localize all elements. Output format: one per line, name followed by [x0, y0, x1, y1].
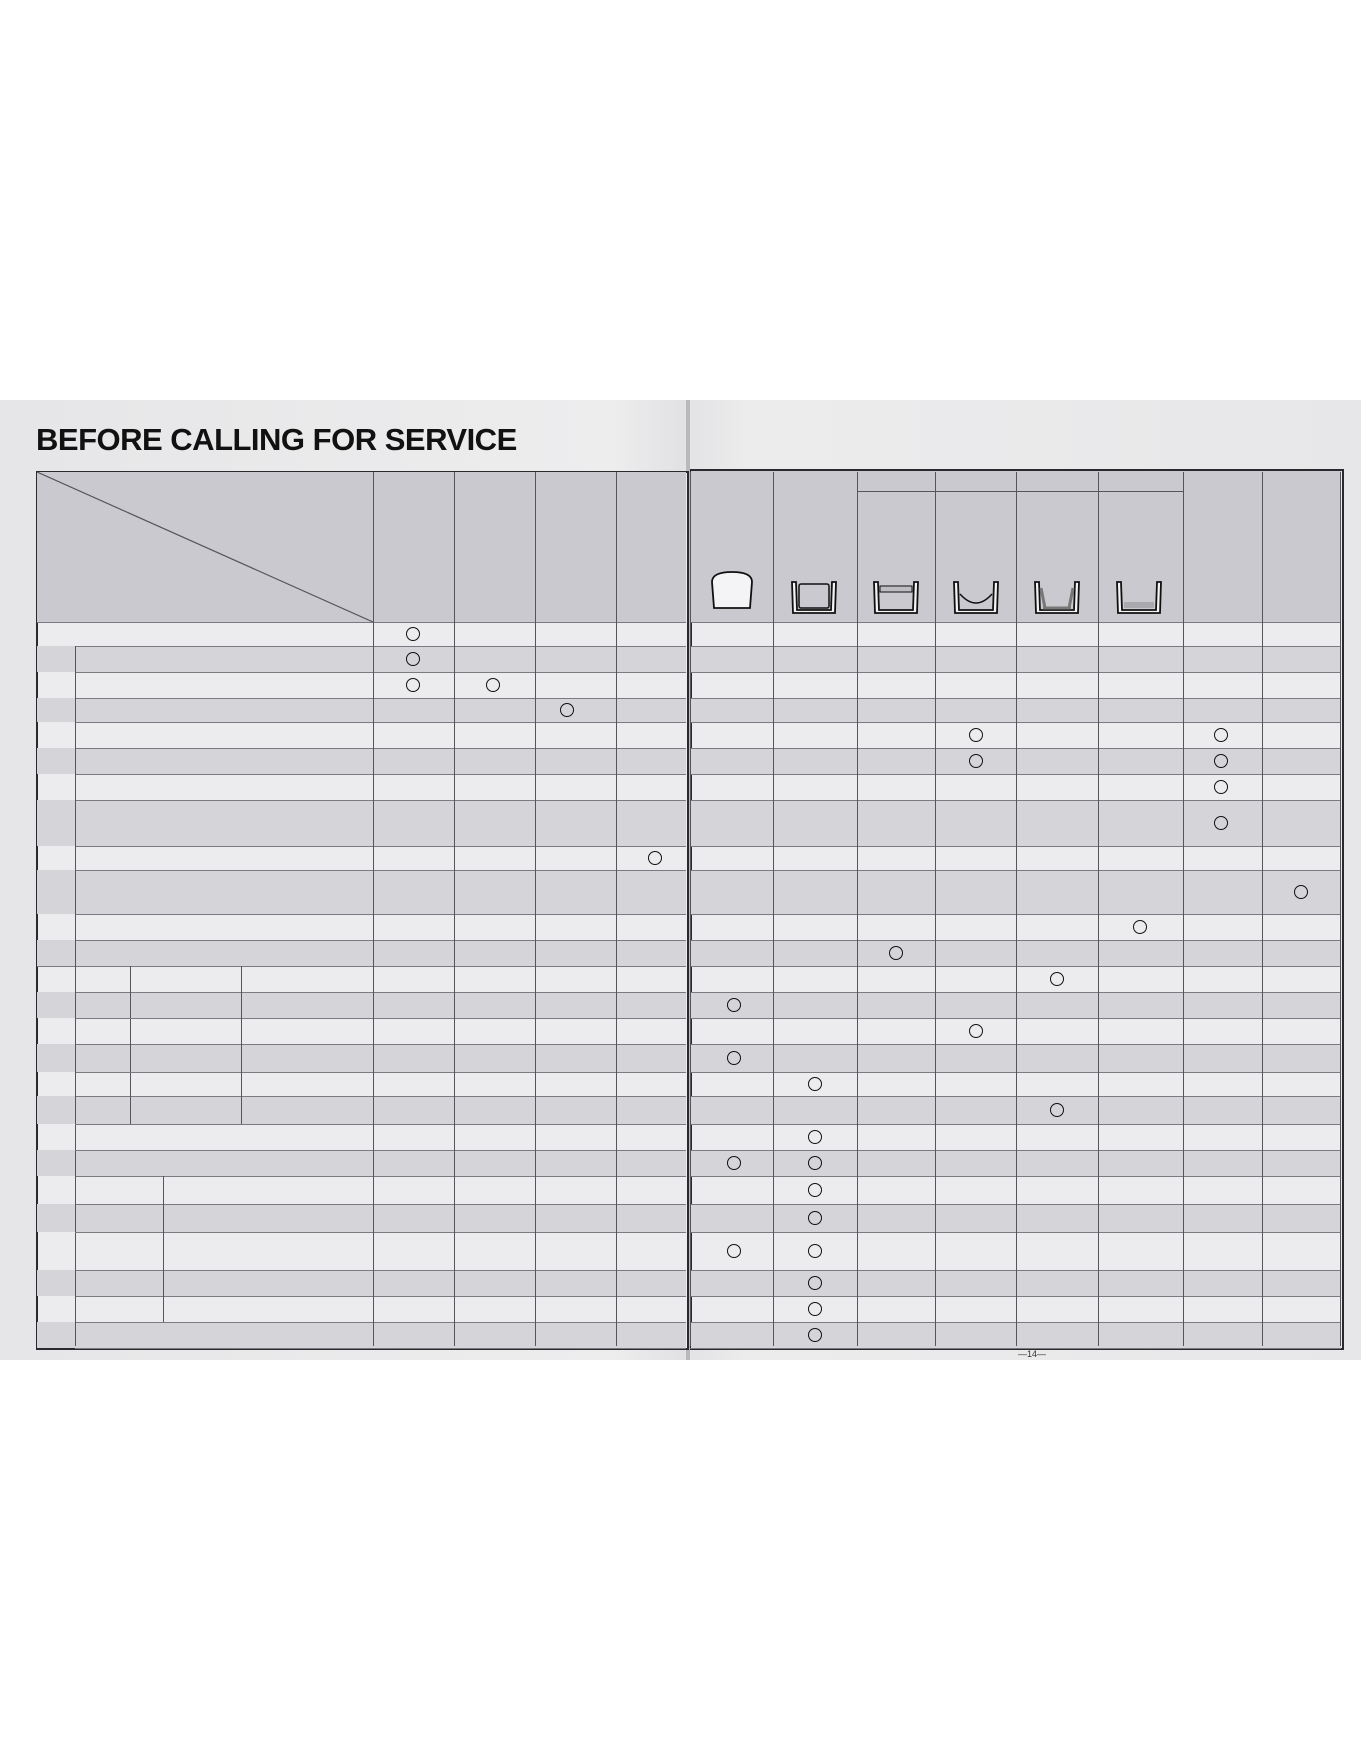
pan-outline [1117, 582, 1161, 613]
row-band [37, 698, 686, 722]
result-marker [808, 1211, 822, 1225]
result-marker [1214, 754, 1228, 768]
row-divider [75, 846, 686, 847]
row-band [37, 1322, 686, 1348]
result-marker [808, 1302, 822, 1316]
result-marker [1050, 972, 1064, 986]
row-band [37, 748, 686, 774]
short-loaf-icon [788, 572, 840, 616]
result-marker [969, 754, 983, 768]
row-band [37, 1044, 686, 1072]
unleavened-divider [857, 491, 1183, 492]
floured-top-loaf-icon [870, 572, 922, 616]
row-band [37, 1096, 686, 1124]
result-marker [1214, 816, 1228, 830]
result-marker [486, 678, 500, 692]
sub-divider [75, 1232, 163, 1233]
result-marker [1214, 780, 1228, 794]
result-marker [808, 1328, 822, 1342]
flour-bottom [1124, 602, 1154, 608]
row-divider [75, 1296, 686, 1297]
sub-divider [130, 1072, 241, 1073]
sub-divider [75, 1124, 130, 1125]
tall-loaf-icon [706, 568, 758, 612]
result-marker [889, 946, 903, 960]
result-marker [727, 1244, 741, 1258]
floured-sides-loaf-icon [1031, 572, 1083, 616]
row-divider [75, 914, 686, 915]
sub-divider [75, 1150, 163, 1151]
sub-divider [130, 966, 131, 1124]
row-divider [75, 622, 686, 623]
result-marker [969, 1024, 983, 1038]
row-divider [690, 1348, 1341, 1349]
row-band [37, 992, 686, 1018]
flour-top [880, 586, 912, 592]
row-divider [75, 1204, 686, 1205]
result-marker [406, 678, 420, 692]
column-divider [1016, 472, 1017, 1346]
row-divider [75, 646, 686, 647]
column-divider [454, 472, 455, 1346]
result-marker [808, 1156, 822, 1170]
row-divider [75, 1176, 686, 1177]
column-divider [935, 472, 936, 1346]
column-divider [373, 472, 374, 1346]
group-divider [37, 966, 77, 967]
column-divider [1262, 472, 1263, 1346]
result-marker [1294, 885, 1308, 899]
header-diagonal [37, 472, 373, 622]
group-divider [75, 646, 76, 1346]
row-divider [37, 622, 77, 623]
row-divider [75, 748, 686, 749]
row-band [37, 646, 686, 672]
loaf [799, 584, 829, 608]
column-divider [690, 472, 691, 1346]
sunken-top [960, 594, 992, 603]
pan-outline [954, 582, 998, 613]
page-title: BEFORE CALLING FOR SERVICE [36, 422, 517, 457]
row-divider [75, 966, 686, 967]
sunken-loaf-icon [950, 572, 1002, 616]
column-divider [1340, 472, 1341, 1346]
row-band [37, 870, 686, 914]
result-marker [1214, 728, 1228, 742]
row-band [37, 1204, 686, 1232]
result-marker [406, 652, 420, 666]
result-marker [808, 1183, 822, 1197]
row-divider [75, 1322, 686, 1323]
column-divider [535, 472, 536, 1346]
row-divider [75, 698, 686, 699]
result-marker [727, 998, 741, 1012]
result-marker [808, 1276, 822, 1290]
page-number: —14— [1018, 1349, 1047, 1359]
row-divider [75, 800, 686, 801]
result-marker [727, 1156, 741, 1170]
sub-divider [241, 966, 242, 1124]
row-divider [75, 722, 686, 723]
row-band [37, 800, 686, 846]
row-divider [75, 1150, 686, 1151]
pan-outline [712, 572, 752, 608]
result-marker [808, 1130, 822, 1144]
column-divider [616, 472, 617, 1346]
row-divider [75, 940, 686, 941]
row-divider [75, 672, 686, 673]
result-marker [406, 627, 420, 641]
row-band [37, 940, 686, 966]
column-divider [857, 472, 858, 1346]
row-divider [75, 870, 686, 871]
result-marker [1133, 920, 1147, 934]
row-divider [75, 1124, 686, 1125]
floured-sides [1041, 588, 1073, 608]
result-marker [808, 1244, 822, 1258]
row-divider [75, 1232, 686, 1233]
row-divider [75, 1096, 686, 1097]
sub-divider [130, 1018, 241, 1019]
row-divider [75, 774, 686, 775]
row-divider [75, 1044, 686, 1045]
row-band [37, 1270, 686, 1296]
column-divider [1183, 472, 1184, 1346]
result-marker [808, 1077, 822, 1091]
floured-bottom-loaf-icon [1113, 572, 1165, 616]
row-divider [75, 1348, 686, 1349]
row-divider [75, 1270, 686, 1271]
row-band [37, 1150, 686, 1176]
result-marker [560, 703, 574, 717]
row-divider [75, 992, 686, 993]
diagonal-line [37, 472, 373, 622]
column-divider [1098, 472, 1099, 1346]
result-marker [648, 851, 662, 865]
result-marker [727, 1051, 741, 1065]
result-marker [1050, 1103, 1064, 1117]
sub-divider [163, 1176, 164, 1322]
result-marker [969, 728, 983, 742]
column-divider [773, 472, 774, 1346]
